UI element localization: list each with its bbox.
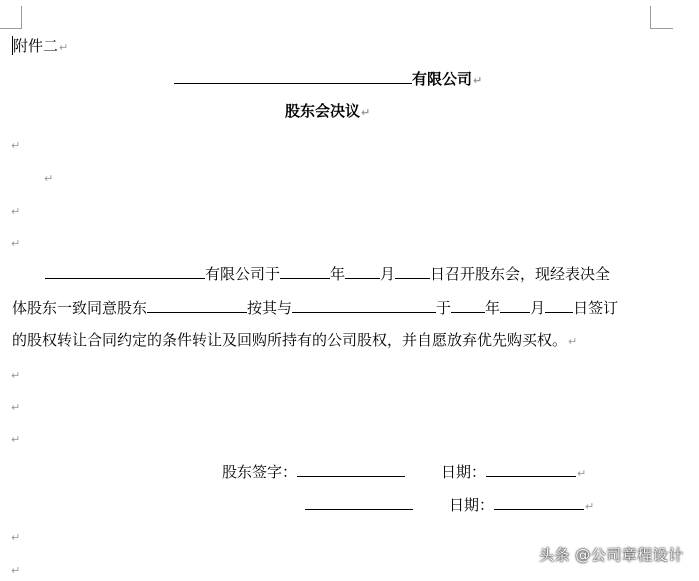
body-text: 的股权转让合同约定的条件转让及回购所持有的公司股权，并自愿放弃优先购买权。 <box>12 331 568 349</box>
paragraph-mark: ↵ <box>577 467 587 480</box>
empty-paragraph-mark: ↵ <box>11 237 21 250</box>
body-text: 年 <box>330 265 346 283</box>
company-suffix: 有限公司 <box>412 70 473 88</box>
margin-corner-top-left <box>0 6 22 29</box>
counterparty-blank[interactable] <box>292 297 436 313</box>
empty-paragraph-mark: ↵ <box>11 401 21 414</box>
body-text: 日签订 <box>573 299 619 317</box>
company-blank[interactable] <box>45 263 205 279</box>
shareholder-signature-blank[interactable] <box>297 461 405 477</box>
empty-paragraph-mark: ↵ <box>11 139 21 152</box>
paragraph-mark: ↵ <box>585 500 595 513</box>
empty-paragraph-mark: ↵ <box>11 205 21 218</box>
sign-month-blank[interactable] <box>500 297 530 313</box>
body-text: 月 <box>530 299 546 317</box>
year-blank[interactable] <box>280 263 330 279</box>
company-name-line[interactable] <box>174 68 482 91</box>
body-text: 日召开股东会，现经表决全 <box>430 265 611 283</box>
shareholder-blank[interactable] <box>147 297 247 313</box>
body-text: 体股东一致同意股东 <box>12 299 148 317</box>
watermark-handle: @公司章程设计 <box>575 546 684 564</box>
date-blank[interactable] <box>486 461 576 477</box>
body-line-1[interactable] <box>45 263 610 284</box>
empty-paragraph-mark: ↵ <box>11 369 21 382</box>
signature-line-2[interactable] <box>305 494 594 517</box>
date-label: 日期： <box>441 463 487 481</box>
day-blank[interactable] <box>395 263 430 279</box>
empty-paragraph-mark: ↵ <box>11 564 21 577</box>
body-line-2[interactable] <box>12 297 618 318</box>
paragraph-mark: ↵ <box>361 106 371 119</box>
shareholder-signature-blank-2[interactable] <box>305 494 413 510</box>
margin-corner-top-right <box>650 6 673 29</box>
body-line-3[interactable] <box>12 330 577 352</box>
attachment-label-line[interactable] <box>13 36 68 58</box>
body-text: 于 <box>436 299 452 317</box>
body-text: 月 <box>380 265 396 283</box>
signature-line-1[interactable] <box>222 461 586 484</box>
body-text: 有限公司于 <box>205 265 281 283</box>
date-label: 日期： <box>449 496 495 514</box>
date-blank-2[interactable] <box>494 494 584 510</box>
paragraph-mark: ↵ <box>473 74 483 87</box>
empty-paragraph-mark: ↵ <box>11 531 21 544</box>
shareholder-signature-label: 股东签字： <box>222 463 298 481</box>
empty-paragraph-mark: ↵ <box>11 433 21 446</box>
document-title-line[interactable] <box>285 101 370 123</box>
attachment-label: 附件二 <box>13 37 59 55</box>
paragraph-mark: ↵ <box>568 335 578 348</box>
body-text: 年 <box>485 299 501 317</box>
empty-paragraph-mark: ↵ <box>44 172 54 185</box>
sign-year-blank[interactable] <box>451 297 485 313</box>
paragraph-mark: ↵ <box>59 41 69 54</box>
sign-day-blank[interactable] <box>545 297 573 313</box>
company-name-blank[interactable] <box>174 68 412 84</box>
source-watermark <box>539 544 684 565</box>
body-text: 按其与 <box>247 299 293 317</box>
watermark-prefix: 头条 <box>539 546 571 564</box>
document-title: 股东会决议 <box>285 102 361 120</box>
month-blank[interactable] <box>345 263 380 279</box>
